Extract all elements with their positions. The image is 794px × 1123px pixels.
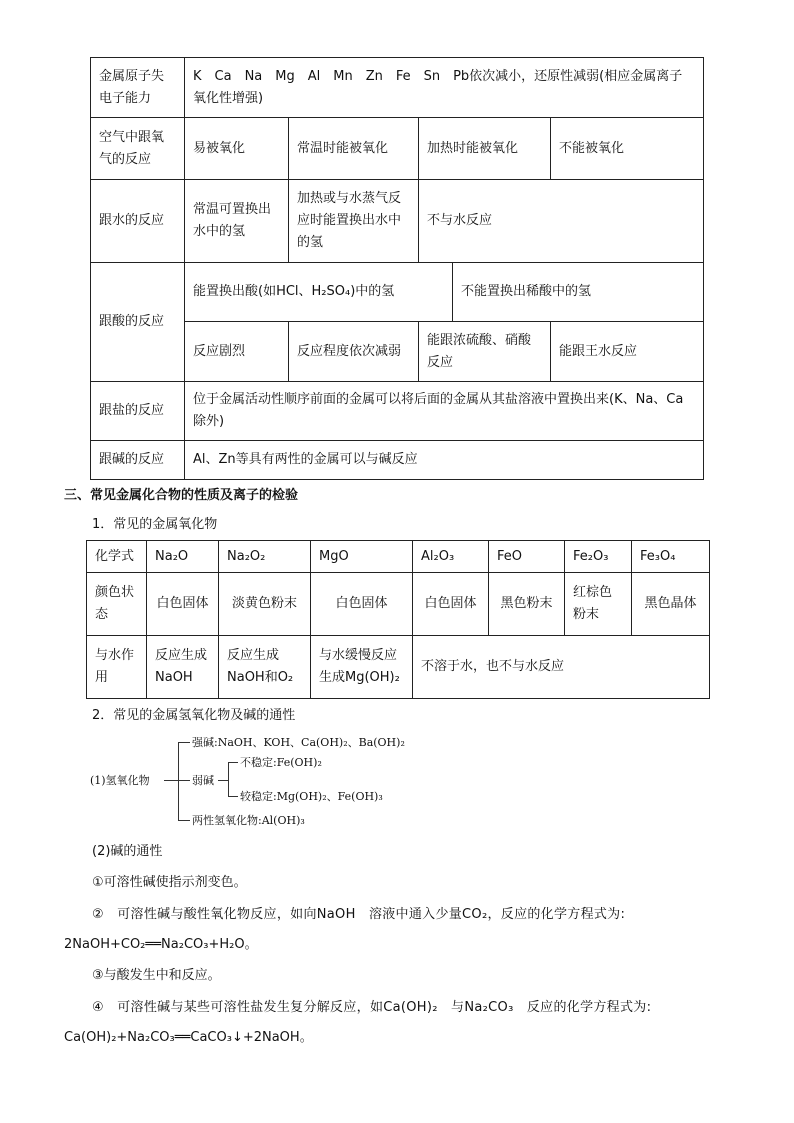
header-cell: Al₂O₃	[413, 541, 489, 573]
row-label: 颜色状态	[87, 573, 147, 636]
row-label: 与水作用	[87, 636, 147, 699]
row-label: 金属原子失电子能力	[91, 58, 185, 118]
cell: 易被氧化	[185, 118, 289, 180]
cell: 黑色粉末	[489, 573, 565, 636]
cell: K Ca Na Mg Al Mn Zn Fe Sn Pb依次减小，还原性减弱(相应金属离子氧化性增强)	[185, 58, 704, 118]
paragraph: ④ 可溶性碱与某些可溶性盐发生复分解反应，如Ca(OH)₂ 与Na₂CO₃ 反应的化学方程式为:	[92, 1000, 652, 1015]
tree-connector	[178, 742, 190, 743]
cell: 与水缓慢反应生成Mg(OH)₂	[311, 636, 413, 699]
cell: 能跟浓硫酸、硝酸反应	[419, 322, 551, 382]
cell: 反应剧烈	[185, 322, 289, 382]
paragraph: ③与酸发生中和反应。	[92, 968, 221, 983]
tree-unstable: 不稳定:Fe(OH)₂	[240, 756, 322, 769]
cell: 反应程度依次减弱	[289, 322, 419, 382]
cell: 不与水反应	[419, 180, 704, 263]
subsection-title: 2．常见的金属氢氧化物及碱的通性	[92, 708, 296, 723]
cell: 白色固体	[147, 573, 219, 636]
cell: Al、Zn等具有两性的金属可以与碱反应	[185, 441, 704, 480]
cell: 不能置换出稀酸中的氢	[453, 263, 704, 322]
row-label: 跟盐的反应	[91, 382, 185, 441]
cell: 白色固体	[311, 573, 413, 636]
cell: 黑色晶体	[632, 573, 710, 636]
tree-connector	[178, 780, 190, 781]
cell: 位于金属活动性顺序前面的金属可以将后面的金属从其盐溶液中置换出来(K、Na、Ca除外)	[185, 382, 704, 441]
tree-strong-base: 强碱:NaOH、KOH、Ca(OH)₂、Ba(OH)₂	[192, 736, 405, 749]
cell: 不溶于水，也不与水反应	[413, 636, 710, 699]
tree-root: (1)氢氧化物	[90, 774, 150, 787]
cell: 反应生成NaOH和O₂	[219, 636, 311, 699]
header-cell: Na₂O	[147, 541, 219, 573]
cell: 反应生成NaOH	[147, 636, 219, 699]
equation: Ca(OH)₂+Na₂CO₃══CaCO₃↓+2NaOH。	[64, 1030, 313, 1045]
paragraph: ①可溶性碱使指示剂变色。	[92, 875, 247, 890]
cell: 能置换出酸(如HCl、H₂SO₄)中的氢	[185, 263, 453, 322]
cell: 淡黄色粉末	[219, 573, 311, 636]
row-label: 跟水的反应	[91, 180, 185, 263]
row-label: 空气中跟氧气的反应	[91, 118, 185, 180]
tree-connector	[178, 820, 190, 821]
cell: 红棕色粉末	[565, 573, 632, 636]
tree-amphoteric: 两性氢氧化物:Al(OH)₃	[192, 814, 305, 827]
tree-connector	[228, 796, 238, 797]
cell: 常温时能被氧化	[289, 118, 419, 180]
cell: 能跟王水反应	[551, 322, 704, 382]
cell: 加热时能被氧化	[419, 118, 551, 180]
tree-connector	[178, 742, 179, 820]
header-cell: Na₂O₂	[219, 541, 311, 573]
tree-connector	[218, 780, 228, 781]
header-cell: Fe₃O₄	[632, 541, 710, 573]
metal-oxides-table	[86, 540, 710, 699]
section-title: 三、常见金属化合物的性质及离子的检验	[64, 488, 299, 503]
cell: 白色固体	[413, 573, 489, 636]
tree-connector	[164, 780, 178, 781]
subsection-title: 1．常见的金属氧化物	[92, 517, 218, 532]
metal-activity-table	[90, 57, 704, 480]
row-label: 跟酸的反应	[91, 263, 185, 382]
cell: 常温可置换出水中的氢	[185, 180, 289, 263]
header-cell: Fe₂O₃	[565, 541, 632, 573]
equation: 2NaOH+CO₂══Na₂CO₃+H₂O。	[64, 937, 258, 952]
tree-stable: 较稳定:Mg(OH)₂、Fe(OH)₃	[240, 790, 383, 803]
cell: 加热或与水蒸气反应时能置换出水中的氢	[289, 180, 419, 263]
tree-connector	[228, 762, 238, 763]
header-cell: 化学式	[87, 541, 147, 573]
header-cell: MgO	[311, 541, 413, 573]
header-cell: FeO	[489, 541, 565, 573]
cell: 不能被氧化	[551, 118, 704, 180]
paragraph: ② 可溶性碱与酸性氧化物反应，如向NaOH 溶液中通入少量CO₂，反应的化学方程式为:	[92, 907, 626, 922]
tree-connector	[228, 762, 229, 796]
hydroxide-classification-tree	[90, 732, 430, 832]
row-label: 跟碱的反应	[91, 441, 185, 480]
paragraph: (2)碱的通性	[92, 844, 163, 859]
tree-weak-base: 弱碱	[192, 774, 214, 787]
